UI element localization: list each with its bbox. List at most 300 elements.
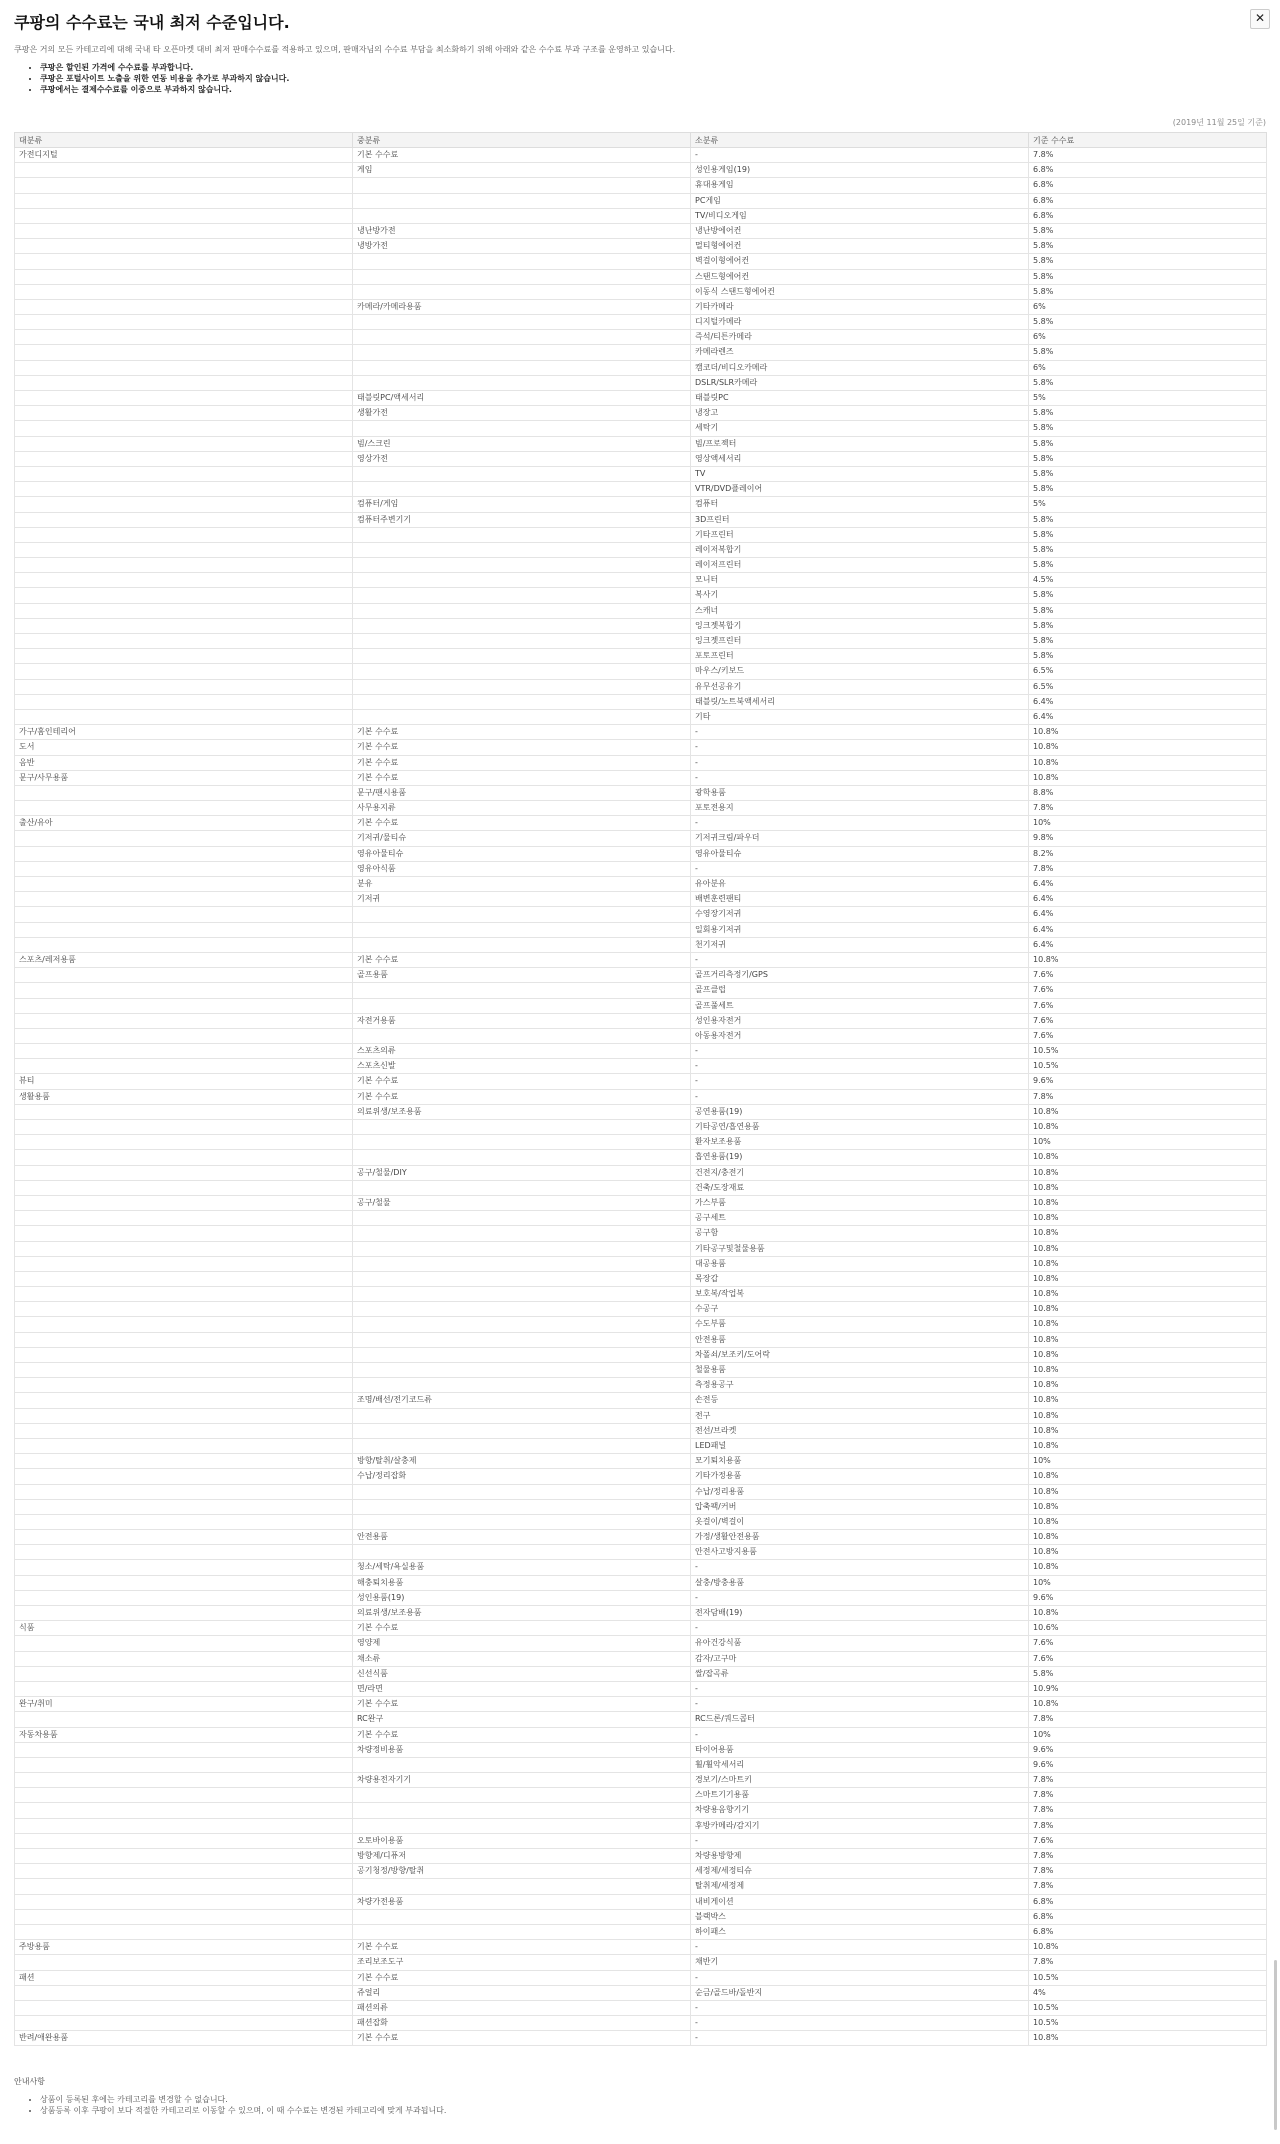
table-row [15,1530,1267,1545]
table-row [15,1454,1267,1469]
sub-category-cell: 기타 [691,709,1029,724]
table-row [15,1803,1267,1818]
major-category-cell [15,846,353,861]
table-row [15,1651,1267,1666]
mid-category-cell [353,603,691,618]
sub-category-cell: 기타카메라 [691,299,1029,314]
major-category-cell [15,1302,353,1317]
major-category-cell [15,785,353,800]
fee-cell: 6.4% [1029,922,1267,937]
fee-cell: 5.8% [1029,239,1267,254]
major-category-cell [15,1423,353,1438]
mid-category-cell: 방향/탈취/살충제 [353,1454,691,1469]
major-category-cell [15,193,353,208]
table-row [15,2000,1267,2015]
mid-category-cell: RC완구 [353,1712,691,1727]
table-row [15,725,1267,740]
mid-category-cell: 조명/배선/전기코드류 [353,1393,691,1408]
major-category-cell [15,709,353,724]
major-category-cell [15,360,353,375]
fee-cell: 6.4% [1029,694,1267,709]
major-category-cell [15,1545,353,1560]
sub-category-cell: RC드론/쿼드콥터 [691,1712,1029,1727]
fee-cell: 6% [1029,330,1267,345]
major-category-cell [15,1287,353,1302]
table-row [15,877,1267,892]
fee-cell: 10.8% [1029,1180,1267,1195]
sub-category-cell: 수도부품 [691,1317,1029,1332]
major-category-cell [15,1135,353,1150]
major-category-cell [15,1393,353,1408]
sub-category-cell: 순금/골드바/돌반지 [691,1985,1029,2000]
major-category-cell [15,421,353,436]
fee-cell: 10.8% [1029,1150,1267,1165]
major-category-cell [15,694,353,709]
sub-category-cell: 세정제/세정티슈 [691,1864,1029,1879]
table-row [15,1955,1267,1970]
table-row [15,421,1267,436]
major-category-cell [15,558,353,573]
major-category-cell [15,208,353,223]
table-row [15,1712,1267,1727]
mid-category-cell [353,664,691,679]
sub-category-cell: - [691,1727,1029,1742]
sub-category-cell: 빔/프로젝터 [691,436,1029,451]
fee-cell: 10.8% [1029,1940,1267,1955]
major-category-cell [15,1180,353,1195]
fee-cell: 7.8% [1029,1818,1267,1833]
sub-category-cell: - [691,725,1029,740]
fee-cell: 6.5% [1029,679,1267,694]
table-row [15,512,1267,527]
fee-cell: 5.8% [1029,634,1267,649]
major-category-cell [15,801,353,816]
mid-category-cell [353,694,691,709]
feature-list [30,62,289,95]
fee-cell: 6.8% [1029,193,1267,208]
sub-category-cell: - [691,1590,1029,1605]
sub-category-cell: 안전사고방지용품 [691,1545,1029,1560]
mid-category-cell [353,1818,691,1833]
major-category-cell [15,634,353,649]
table-row [15,846,1267,861]
sub-category-cell: 레이저복합기 [691,542,1029,557]
major-category-cell [15,922,353,937]
table-row [15,497,1267,512]
sub-category-cell: 태블릿PC [691,391,1029,406]
fee-cell: 7.6% [1029,998,1267,1013]
fee-cell: 6.4% [1029,709,1267,724]
mid-category-cell: 문구/팬시용품 [353,785,691,800]
sub-category-cell: DSLR/SLR카메라 [691,375,1029,390]
table-row [15,1636,1267,1651]
major-category-cell [15,1104,353,1119]
mid-category-cell [353,1924,691,1939]
sub-category-cell: - [691,1059,1029,1074]
fee-cell: 7.8% [1029,1879,1267,1894]
major-category-cell [15,2000,353,2015]
fee-cell: 7.8% [1029,861,1267,876]
major-category-cell [15,284,353,299]
fee-cell: 10.8% [1029,1165,1267,1180]
major-category-cell [15,1150,353,1165]
table-row [15,1211,1267,1226]
table-row [15,239,1267,254]
sub-category-cell: 즉석/티튼카메라 [691,330,1029,345]
major-category-cell [15,527,353,542]
column-header: 중분류 [353,133,691,148]
mid-category-cell: 면/라면 [353,1681,691,1696]
mid-category-cell [353,330,691,345]
mid-category-cell [353,1332,691,1347]
table-row [15,1697,1267,1712]
table-row [15,952,1267,967]
table-row [15,573,1267,588]
sub-category-cell: 성인용자전거 [691,1013,1029,1028]
mid-category-cell [353,315,691,330]
mid-category-cell [353,208,691,223]
mid-category-cell [353,345,691,360]
major-category-cell [15,223,353,238]
mid-category-cell [353,527,691,542]
sub-category-cell: 이동식 스탠드형에어컨 [691,284,1029,299]
mid-category-cell: 차량정비용품 [353,1742,691,1757]
feature-item: • 쿠팡은 포털사이트 노출을 위한 연동 비용을 추가로 부과하지 않습니다. [40,73,289,84]
major-category-cell [15,299,353,314]
mid-category-cell: 기본 수수료 [353,952,691,967]
sub-category-cell: 하이패스 [691,1924,1029,1939]
fee-cell: 10.5% [1029,1059,1267,1074]
table-row [15,1560,1267,1575]
major-category-cell: 뷰티 [15,1074,353,1089]
major-category-cell [15,861,353,876]
major-category-cell [15,1120,353,1135]
fee-cell: 9.6% [1029,1742,1267,1757]
mid-category-cell: 컴퓨터/게임 [353,497,691,512]
table-row [15,922,1267,937]
fee-cell: 10.8% [1029,1271,1267,1286]
sub-category-cell: 세탁기 [691,421,1029,436]
table-row [15,770,1267,785]
fee-cell: 10.8% [1029,1560,1267,1575]
mid-category-cell [353,1499,691,1514]
mid-category-cell [353,1150,691,1165]
table-row [15,1514,1267,1529]
table-row [15,1970,1267,1985]
major-category-cell [15,1924,353,1939]
sub-category-cell: TV [691,466,1029,481]
major-category-cell: 음반 [15,755,353,770]
table-row [15,1393,1267,1408]
major-category-cell [15,1165,353,1180]
mid-category-cell: 차량가전용품 [353,1894,691,1909]
sub-category-cell: 광학용품 [691,785,1029,800]
fee-cell: 10.8% [1029,1302,1267,1317]
sub-category-cell: 기타프린터 [691,527,1029,542]
table-row [15,1089,1267,1104]
table-row [15,360,1267,375]
table-row [15,254,1267,269]
mid-category-cell: 의료위생/보조용품 [353,1606,691,1621]
table-row [15,1621,1267,1636]
fee-cell: 7.6% [1029,983,1267,998]
mid-category-cell: 채소류 [353,1651,691,1666]
major-category-cell [15,1955,353,1970]
major-category-cell: 스포츠/레저용품 [15,952,353,967]
mid-category-cell [353,1120,691,1135]
sub-category-cell: 탈취제/세정제 [691,1879,1029,1894]
fee-cell: 4% [1029,1985,1267,2000]
sub-category-cell: 환자보조용품 [691,1135,1029,1150]
table-row [15,1499,1267,1514]
mid-category-cell [353,922,691,937]
fee-cell: 6% [1029,299,1267,314]
sub-category-cell: - [691,740,1029,755]
table-row [15,755,1267,770]
mid-category-cell: 안전용품 [353,1530,691,1545]
table-row [15,1302,1267,1317]
table-row [15,664,1267,679]
mid-category-cell: 차량용전자기기 [353,1773,691,1788]
sub-category-cell: 차량용방향제 [691,1849,1029,1864]
table-row [15,1317,1267,1332]
mid-category-cell: 의료위생/보조용품 [353,1104,691,1119]
mid-category-cell: 패션의류 [353,2000,691,2015]
mid-category-cell: 조리보조도구 [353,1955,691,1970]
major-category-cell [15,877,353,892]
sub-category-cell: 잉크젯복합기 [691,618,1029,633]
major-category-cell: 출산/유아 [15,816,353,831]
sub-category-cell: 후방카메라/감지기 [691,1818,1029,1833]
fee-cell: 6% [1029,360,1267,375]
mid-category-cell: 스포츠신발 [353,1059,691,1074]
mid-category-cell: 사무용지류 [353,801,691,816]
major-category-cell [15,1317,353,1332]
major-category-cell [15,1712,353,1727]
major-category-cell: 가전디지털 [15,148,353,163]
column-header: 소분류 [691,133,1029,148]
sub-category-cell: 냉난방에어컨 [691,223,1029,238]
major-category-cell [15,1408,353,1423]
mid-category-cell [353,1028,691,1043]
mid-category-cell [353,421,691,436]
fee-cell: 6.8% [1029,1909,1267,1924]
table-row [15,406,1267,421]
mid-category-cell: 골프용품 [353,968,691,983]
mid-category-cell: 게임 [353,163,691,178]
table-row [15,193,1267,208]
table-row [15,375,1267,390]
sub-category-cell: 보호복/작업복 [691,1287,1029,1302]
table-row [15,1165,1267,1180]
major-category-cell: 완구/취미 [15,1697,353,1712]
fee-cell: 5.8% [1029,649,1267,664]
major-category-cell [15,375,353,390]
major-category-cell [15,603,353,618]
mid-category-cell [353,618,691,633]
fee-cell: 10.8% [1029,1347,1267,1362]
mid-category-cell: 오토바이용품 [353,1833,691,1848]
fee-cell: 7.6% [1029,1651,1267,1666]
sub-category-cell: - [691,148,1029,163]
fee-cell: 5.8% [1029,375,1267,390]
fee-cell: 10.8% [1029,1332,1267,1347]
table-row [15,1742,1267,1757]
table-row [15,1332,1267,1347]
sub-category-cell: - [691,1621,1029,1636]
fee-cell: 10% [1029,1454,1267,1469]
sub-category-cell: - [691,755,1029,770]
table-row [15,1606,1267,1621]
table-row [15,649,1267,664]
table-row [15,1423,1267,1438]
major-category-cell [15,618,353,633]
sub-category-cell: 수공구 [691,1302,1029,1317]
fee-cell: 10.8% [1029,1195,1267,1210]
fee-cell: 5.8% [1029,421,1267,436]
table-body [15,148,1267,2046]
sub-category-cell: 블랙박스 [691,1909,1029,1924]
table-row [15,1681,1267,1696]
table-row [15,1363,1267,1378]
mid-category-cell [353,1788,691,1803]
major-category-cell [15,315,353,330]
mid-category-cell: 분유 [353,877,691,892]
fee-cell: 7.8% [1029,1773,1267,1788]
sub-category-cell: 쌀/잡곡류 [691,1666,1029,1681]
mid-category-cell [353,1909,691,1924]
major-category-cell [15,163,353,178]
mid-category-cell [353,634,691,649]
mid-category-cell: 기본 수수료 [353,725,691,740]
close-icon[interactable]: ✕ [1250,9,1270,29]
sub-category-cell: - [691,770,1029,785]
sub-category-cell: - [691,2000,1029,2015]
table-row [15,831,1267,846]
fee-cell: 6.8% [1029,208,1267,223]
major-category-cell: 도서 [15,740,353,755]
table-row [15,785,1267,800]
table-row [15,178,1267,193]
fee-cell: 10.8% [1029,725,1267,740]
major-category-cell [15,497,353,512]
major-category-cell: 패션 [15,1970,353,1985]
table-row [15,163,1267,178]
mid-category-cell [353,1347,691,1362]
table-row [15,694,1267,709]
major-category-cell [15,1742,353,1757]
sub-category-cell: 골프클럽 [691,983,1029,998]
sub-category-cell: 3D프린터 [691,512,1029,527]
mid-category-cell: 패션잡화 [353,2016,691,2031]
sub-category-cell: 목장갑 [691,1271,1029,1286]
sub-category-cell: 카메라렌즈 [691,345,1029,360]
mid-category-cell [353,1317,691,1332]
mid-category-cell: 생활가전 [353,406,691,421]
table-row [15,1438,1267,1453]
table-row [15,1226,1267,1241]
mid-category-cell [353,193,691,208]
sub-category-cell: 철물용품 [691,1363,1029,1378]
major-category-cell [15,1378,353,1393]
table-row [15,1287,1267,1302]
fee-cell: 6.8% [1029,163,1267,178]
mid-category-cell: 기본 수수료 [353,148,691,163]
table-row [15,1044,1267,1059]
major-category-cell [15,1454,353,1469]
mid-category-cell [353,1803,691,1818]
fee-cell: 10.8% [1029,1423,1267,1438]
table-row [15,315,1267,330]
mid-category-cell [353,649,691,664]
table-row [15,1833,1267,1848]
major-category-cell [15,1894,353,1909]
fee-cell: 10.8% [1029,1241,1267,1256]
sub-category-cell: 공구함 [691,1226,1029,1241]
mid-category-cell [353,983,691,998]
scrollbar[interactable] [1274,1960,1277,2130]
mid-category-cell [353,542,691,557]
fee-cell: 5.8% [1029,1666,1267,1681]
major-category-cell [15,1013,353,1028]
mid-category-cell: 공구/철물 [353,1195,691,1210]
fee-cell: 8.8% [1029,785,1267,800]
sub-category-cell: 건전지/충전기 [691,1165,1029,1180]
major-category-cell [15,1879,353,1894]
sub-category-cell: 공구세트 [691,1211,1029,1226]
table-row [15,1241,1267,1256]
mid-category-cell [353,558,691,573]
mid-category-cell: 청소/세탁/욕실용품 [353,1560,691,1575]
fee-cell: 5.8% [1029,223,1267,238]
table-row [15,679,1267,694]
sub-category-cell: 유아분유 [691,877,1029,892]
major-category-cell [15,998,353,1013]
fee-cell: 10.8% [1029,770,1267,785]
major-category-cell: 생활용품 [15,1089,353,1104]
fee-cell: 10.5% [1029,1044,1267,1059]
table-header-row [15,133,1267,148]
fee-cell: 10% [1029,1727,1267,1742]
notice-title: 안내사항 [14,2077,45,2086]
major-category-cell [15,1788,353,1803]
sub-category-cell: 휠/휠악세서리 [691,1757,1029,1772]
mid-category-cell: 성인용품(19) [353,1590,691,1605]
mid-category-cell [353,1211,691,1226]
mid-category-cell: 스포츠의류 [353,1044,691,1059]
sub-category-cell: 스캐너 [691,603,1029,618]
table-row [15,1256,1267,1271]
major-category-cell [15,512,353,527]
major-category-cell [15,573,353,588]
table-row [15,1408,1267,1423]
mid-category-cell [353,466,691,481]
fee-cell: 10.8% [1029,1226,1267,1241]
fee-cell: 10.9% [1029,1681,1267,1696]
major-category-cell [15,542,353,557]
sub-category-cell: - [691,2016,1029,2031]
mid-category-cell: 카메라/카메라용품 [353,299,691,314]
major-category-cell [15,968,353,983]
mid-category-cell: 수납/정리잡화 [353,1469,691,1484]
sub-category-cell: 기저귀크림/파우더 [691,831,1029,846]
fee-cell: 10.8% [1029,1378,1267,1393]
table-row [15,558,1267,573]
major-category-cell: 자동차용품 [15,1727,353,1742]
sub-category-cell: - [691,2031,1029,2046]
mid-category-cell: 기본 수수료 [353,816,691,831]
table-row [15,527,1267,542]
